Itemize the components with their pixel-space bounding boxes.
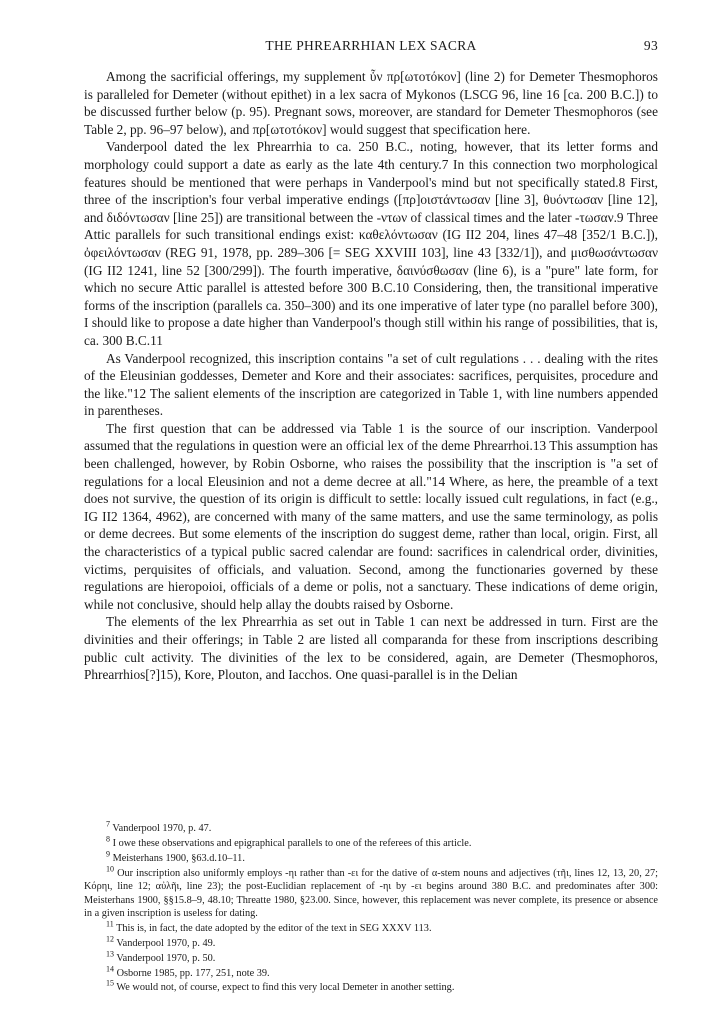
footnote-text: Meisterhans 1900, §63.d.10–11. [112, 852, 245, 864]
footnote-text: I owe these observations and epigraphical parallels to one of the referees of this article. [112, 837, 472, 849]
footnote [84, 819, 658, 835]
body-paragraph: Vanderpool dated the lex Phrearrhia to ca. 250 B.C., noting, however, that its letter forms and morphology could support a date as early as the late 4th century.7 In this connection two morphological features should be mentioned that were perhaps in Vanderpool's mind but not specifically stated.8 First, three of the inscription's four verbal imperative endings ([πρ]οιστάντωσαν [line 3], θυόντωσαν [line 12], and διδόντωσαν [line 25]) are transitional between the -ντων of classical times and the later -τωσαν.9 Three Attic parallels for such transitional endings exist: καθελόντωσαν (IG II2 204, lines 47–48 [352/1 B.C.]), ὀφειλόντωσαν (REG 91, 1978, pp. 289–306 [= SEG XXVIII 103], line 43 [332/1]), and μισθωσάντωσαν (IG II2 1241, line 52 [300/299]). The fourth imperative, δαινύσθωσαν (line 6), is a "pure" late form, for which no secure Attic parallel is attested before 300 B.C.10 Considering, then, the transitional imperative forms of the inscription (parallels ca. 350–300) and its one imperative of later type (no parallel before 300), I should like to propose a date higher than Vanderpool's though still within his range of possibilities, that is, ca. 300 B.C.11 [84, 139, 658, 348]
footnote [84, 964, 658, 980]
footnotes [84, 819, 659, 996]
body-paragraph: The elements of the lex Phrearrhia as set out in Table 1 can next be addressed in turn. First are the divinities and their offerings; in Table 2 are listed all comparanda for these from inscriptions describing public cult activity. The divinities of the lex to be considered, again, are Demeter (Thesmophoros, Phrearrhios[?]15), Kore, Plouton, and Iacchos. One quasi-parallel is in the Delian [84, 614, 658, 683]
footnote-text: Vanderpool 1970, p. 47. [112, 823, 212, 834]
footnote-number: 10 [106, 864, 114, 874]
footnote [84, 981, 658, 994]
footnote-number: 13 [106, 949, 114, 959]
running-title: THE PHREARRHIAN LEX SACRA [265, 38, 477, 53]
body-text [84, 68, 658, 684]
body-paragraph: As Vanderpool recognized, this inscription contains "a set of cult regulations . . . dealing with the rites of the Eleusinian goddesses, Demeter and Kore and their associates: sacrifices, perquisites, procedure and the like."12 The salient elements of the inscription are categorized in Table 1, with line numbers appended in parentheses. [84, 350, 658, 419]
footnote-number: 15 [106, 979, 114, 989]
page-number: 93 [643, 38, 658, 53]
body-paragraph: Among the sacrificial offerings, my supplement ὗν πρ[ωτοτόκον] (line 2) for Demeter Thesmophoros is paralleled for Demeter (without epithet) in a lex sacra of Mykonos (LSCG 96, line 16 [ca. 200 B.C.]) to be discussed further below (p. 95). Pregnant sows, moreover, are standard for Demeter Thesmophoros (see Table 2, pp. 96–97 below), and πρ[ωτοτόκον] would suggest that specification here. [84, 69, 658, 137]
footnote-text: Vanderpool 1970, p. 50. [116, 952, 216, 964]
footnote-number: 8 [106, 834, 110, 844]
footnote-text: Our inscription also uniformly employs -ηι rather than -ει for the dative of α-stem nouns and adjectives (τῆι, lines 12, 13, 20, 27; Κόρηι, line 12; αὐλῆι, line 23); the post-Euclidian replacement of -ηι by -ει begins around 380 B.C. and predominates after 300: Meisterhans 1900, §§15.8–9, 48.10; Threatte 1980, §23.00. Since, however, this replacement was never complete, its presence or absence in a given inscription is useless for dating. [84, 867, 659, 919]
footnote-text: Osborne 1985, pp. 177, 251, note 39. [116, 967, 270, 979]
body-paragraph: The first question that can be addressed via Table 1 is the source of our inscription. Vanderpool assumed that the regulations in question were an official lex of the deme Phrearrhoi.13 This assumption has been challenged, however, by Robin Osborne, who raises the possibility that the inscription is "a set of regulations for a local Eleusinion and not a deme decree at all."14 Where, as here, the preamble of a text does not survive, the question of its origin is difficult to settle: locally issued cult regulations, in fact (e.g., IG II2 1364, 4962), are concerned with many of the same matters, and use the same terminology, as polis or deme decrees. But some elements of the inscription do suggest deme, rather than local, origin. First, all the characteristics of a typical public sacred calendar are found: sacrifices in calendrical order, divinities, victims, perquisites of officials, and valuation. Second, among the functionaries governed by these regulations are hieropoioi, officials of a deme or polis, not a sanctuary. These indications of deme origin, while not conclusive, should help allay the doubts raised by Osborne. [84, 420, 658, 612]
footnote-text: We would not, of course, expect to find this very local Demeter in another setting. [116, 982, 455, 994]
footnote-number: 7 [106, 819, 110, 829]
footnote [84, 949, 658, 965]
footnote [84, 864, 659, 921]
footnote-number: 9 [106, 849, 110, 859]
footnote-text: This is, in fact, the date adopted by the editor of the text in SEG XXXV 113. [116, 922, 432, 934]
footnote-number: 11 [106, 919, 114, 929]
footnote [84, 834, 658, 850]
footnote-text: Vanderpool 1970, p. 49. [116, 937, 216, 949]
footnote [84, 919, 658, 935]
footnote-number: 14 [106, 964, 114, 974]
footnote-number: 12 [106, 934, 114, 944]
footnote [84, 849, 658, 865]
footnote [84, 934, 658, 950]
